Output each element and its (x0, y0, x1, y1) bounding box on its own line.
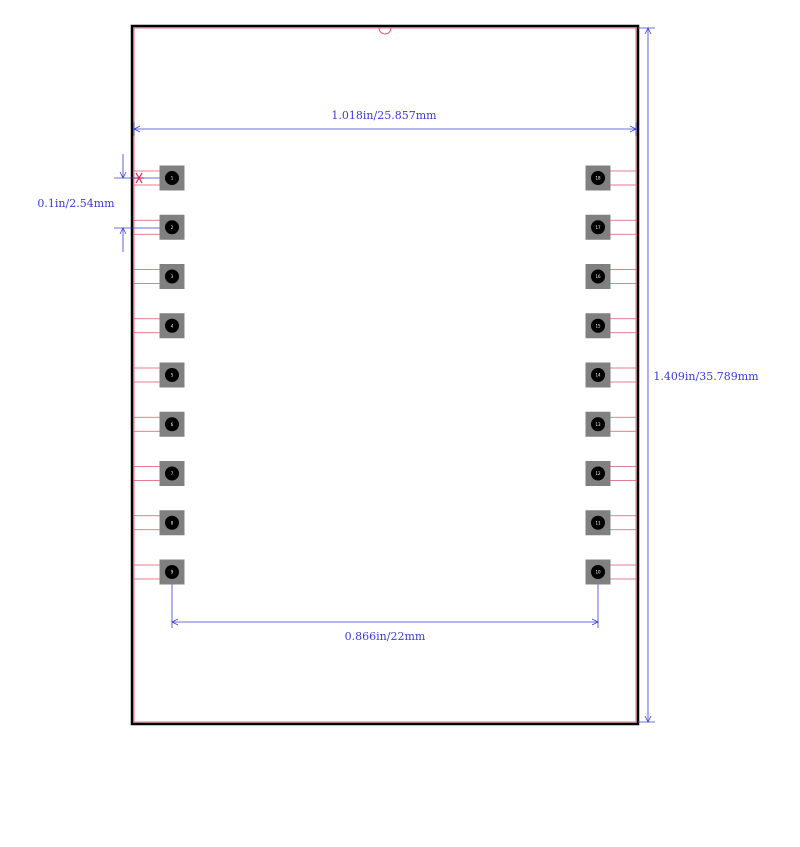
pad-9 (134, 560, 185, 585)
pin-number: 6 (170, 421, 174, 427)
pin-number: 11 (595, 520, 601, 526)
pin-number: 16 (595, 274, 601, 279)
pad-14 (586, 363, 637, 388)
pad-12 (586, 461, 637, 486)
pin-number: 3 (170, 274, 174, 279)
silkscreen-outline (134, 28, 636, 722)
pin-number: 1 (170, 175, 174, 181)
pin-number: 17 (595, 224, 601, 230)
pin-number: 10 (595, 569, 601, 575)
pin-number: 4 (170, 323, 174, 329)
pad-17 (586, 215, 637, 240)
pin-number: 15 (595, 323, 601, 329)
pad-18 (586, 166, 637, 191)
pad-8 (134, 510, 185, 535)
height-dimension-label: 1.409in/35.789mm (653, 370, 759, 383)
pin-number: 18 (595, 175, 601, 181)
pin-number: 5 (170, 372, 174, 378)
pad-11 (586, 510, 637, 535)
pad-group (134, 166, 636, 585)
pad-16 (586, 264, 637, 289)
width-dimension-label: 1.018in/25.857mm (331, 109, 437, 122)
pin-number: 8 (170, 520, 174, 526)
pin-number: 14 (595, 372, 601, 378)
row-spacing-dimension (172, 578, 598, 628)
pad-3 (134, 264, 185, 289)
pin-number: 2 (170, 224, 174, 230)
pad-4 (134, 313, 185, 338)
pad-13 (586, 412, 637, 437)
pad-15 (586, 313, 637, 338)
pin-number: 13 (595, 421, 601, 427)
row-spacing-dimension-label: 0.866in/22mm (344, 630, 426, 643)
component-outline (132, 26, 638, 724)
pad-6 (134, 412, 185, 437)
pin-number: 12 (595, 471, 601, 476)
pad-10 (586, 560, 637, 585)
pad-7 (134, 461, 185, 486)
pad-5 (134, 363, 185, 388)
width-dimension (134, 122, 636, 136)
pin-number: 9 (170, 569, 174, 575)
pitch-dimension-label: 0.1in/2.54mm (37, 197, 115, 210)
asterisk-icon (134, 173, 144, 183)
pin-number: 7 (170, 471, 174, 476)
pad-2 (134, 215, 185, 240)
semicircle-notch-icon (379, 28, 391, 34)
